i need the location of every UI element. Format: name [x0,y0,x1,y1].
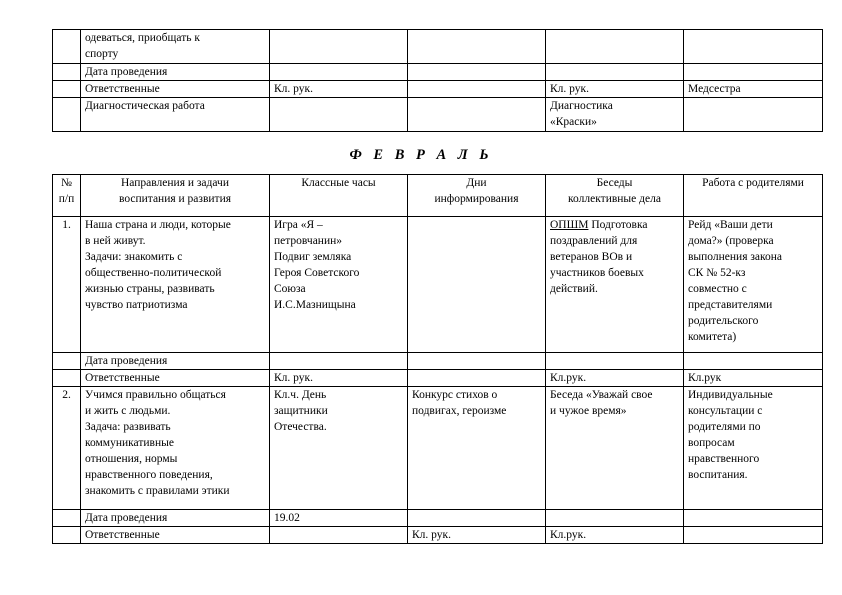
row-number: 1. [53,217,81,353]
responsible-value: Кл. рук. [546,81,684,98]
table-row [53,527,823,544]
responsible-value: Кл.рук. [546,370,684,387]
table-row [53,370,823,387]
table-row [53,353,823,370]
responsible-value: Кл. рук. [270,370,408,387]
header-row [53,175,823,217]
info-days-cell [408,217,546,353]
table-row [53,30,823,64]
responsible-label: Ответственные [81,527,270,544]
responsible-value: Кл. рук. [408,527,546,544]
responsible-label: Ответственные [81,81,270,98]
talks-prefix: ОПШМ [550,219,589,231]
direction-cell: одеваться, приобщать к спорту [81,30,270,64]
diagnostic-value: Диагностика «Краски» [546,98,684,132]
talks-cell [546,217,684,353]
table-row [53,510,823,527]
talks-text: Подготовка поздравлений для ветеранов ВОв и участников боевых действий. [550,219,648,295]
responsible-value [684,527,823,544]
row-number: 2. [53,387,81,510]
header-info-days: Дни информирования [408,175,546,217]
previous-month-table [52,29,823,132]
parents-cell: Рейд «Ваши дети дома?» (проверка выполнения закона СК № 52-кз совместно с представителями родительского комитета) [684,217,823,353]
info-days-cell: Конкурс стихов о подвигах, героизме [408,387,546,510]
direction-cell: Наша страна и люди, которые в ней живут. Задачи: знакомить с общественно-политической жизнью страны, развивать чувство патриотизма [81,217,270,353]
table-row [53,81,823,98]
header-direction: Направления и задачи воспитания и развития [81,175,270,217]
talks-cell: Беседа «Уважай свое и чужое время» [546,387,684,510]
diagnostic-label: Диагностическая работа [81,98,270,132]
february-plan-table [52,174,823,544]
date-label: Дата проведения [81,510,270,527]
parents-cell: Индивидуальные консультации с родителями по вопросам нравственного воспитания. [684,387,823,510]
direction-cell: Учимся правильно общаться и жить с людьми. Задача: развивать коммуникативные отношения, нормы нравственного поведения, знакомить с правилами этики [81,387,270,510]
table-row [53,217,823,353]
responsible-value [270,527,408,544]
class-hours-cell: Игра «Я – петровчанин» Подвиг земляка Героя Советского Союза И.С.Мазнищына [270,217,408,353]
header-number: № п/п [53,175,81,217]
responsible-value: Кл.рук [684,370,823,387]
table-row [53,387,823,510]
table-row [53,98,823,132]
date-label: Дата проведения [81,353,270,370]
date-value: 19.02 [270,510,408,527]
responsible-value: Кл.рук. [546,527,684,544]
header-talks: Беседы коллективные дела [546,175,684,217]
date-label: Дата проведения [81,64,270,81]
responsible-label: Ответственные [81,370,270,387]
responsible-value: Кл. рук. [270,81,408,98]
month-title: Ф Е В Р А Л Ь [349,147,493,163]
header-class-hours: Классные часы [270,175,408,217]
header-parents: Работа с родителями [684,175,823,217]
responsible-value [408,370,546,387]
responsible-value: Медсестра [684,81,823,98]
class-hours-cell: Кл.ч. День защитники Отечества. [270,387,408,510]
table-row [53,64,823,81]
